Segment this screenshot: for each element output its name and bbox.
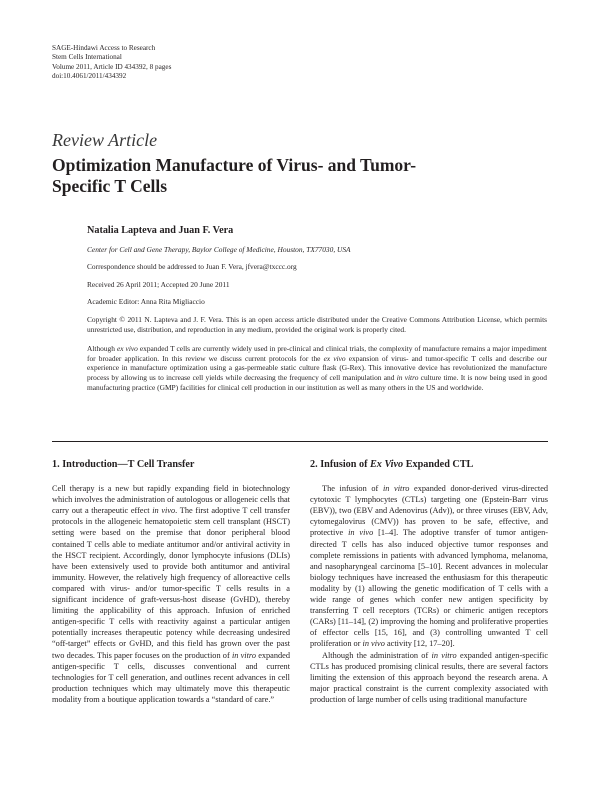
journal-info: [52, 44, 171, 82]
correspondence: Correspondence should be addressed to Juan F. Vera, jfvera@txccc.org: [87, 262, 297, 272]
infusion-text: [1–4]. The adoptive transfer of tumor antigen-directed T cells has also induced objective tumor responses and complete remissions in patients with advanced lymphoma, melanoma, and nasopharyngeal carcinoma [5–10]. Recent advances in molecular biology techniques have increased the enthusiasm for this therapeutic modality by (1) allowing the genetic modification of T cells with a wide range of genes which confer new antigen specificity by transferring T cell receptors (TCRs) or chimeric antigen receptors (CARs) [11–14], (2) improving the homing and proliferative properties of effector cells [15, 16], and (3) controlling unwanted T cell proliferation or: [310, 528, 548, 649]
abstract-italic: in vitro: [396, 372, 419, 382]
copyright-notice: Copyright © 2011 N. Lapteva and J. F. Vera. This is an open access article distributed under the Creative Commons Attribution License, which permits unrestricted use, distribution, and reproduction in any medium, provided the original work is properly cited.: [87, 314, 547, 334]
heading-italic: Ex Vivo: [370, 459, 404, 470]
infusion-paragraph-2: [310, 650, 548, 705]
column-right: [310, 459, 548, 705]
authors: Natalia Lapteva and Juan F. Vera: [87, 225, 234, 236]
infusion-text: expanded antigen-specific CTLs has produced promising clinical results, there are several factors limiting the extension of this approach beyond the research arena. A major practical constraint is the current complexity associated with production of large number of cells using traditional manufacture: [310, 650, 549, 704]
journal-doi: doi:10.4061/2011/434392: [52, 72, 127, 81]
intro-italic: in vitro: [231, 650, 256, 660]
abstract-text: expanded T cells are currently widely used in pre-clinical and clinical trials, the complexity of manufacture remains a major impediment for broader application. In this review we discuss current protocols for the: [87, 344, 547, 363]
infusion-text: activity [12, 17–20].: [384, 639, 455, 649]
received-accepted-dates: Received 26 April 2011; Accepted 20 June 2011: [87, 279, 230, 289]
front-matter: [87, 226, 547, 392]
infusion-italic: in vivo: [362, 639, 385, 649]
abstract-italic: ex vivo: [323, 353, 346, 363]
heading-text: Expanded CTL: [403, 459, 474, 470]
intro-paragraph: [52, 483, 290, 705]
affiliation: Center for Cell and Gene Therapy, Baylor College of Medicine, Houston, TX77030, USA: [87, 244, 351, 254]
intro-text: expanded antigen-specific T cells, discusses conventional and current technologies for T cell generation, and outlines recent advances in cell production techniques which may ultimately move this therapeutic modality from a boutique application towards a “standard of care.”: [52, 650, 290, 704]
intro-text: Cell therapy is a new but rapidly expanding field in biotechnology which involves the administration of autologous or allogeneic cells that carry out a therapeutic effect: [52, 484, 290, 516]
abstract-italic: ex vivo: [116, 344, 138, 354]
abstract-text: culture time. It is now being used in good manufacturing practice (GMP) facilities for clinical cell production in our institution as well as many others in the US and worldwide.: [87, 372, 547, 392]
infusion-italic: in vitro: [431, 650, 457, 660]
abstract: [87, 344, 547, 392]
section-heading-introduction: 1. Introduction—T Cell Transfer: [52, 459, 195, 470]
article-title: Optimization Manufacture of Virus- and Tumor-Specific T Cells: [52, 155, 417, 196]
section-heading-infusion: [310, 459, 548, 470]
infusion-text: The infusion of: [322, 484, 383, 494]
journal-publisher: SAGE-Hindawi Access to Research: [52, 44, 156, 52]
infusion-paragraph-1: [310, 483, 548, 649]
journal-volume: Volume 2011, Article ID 434392, 8 pages: [52, 62, 172, 71]
infusion-italic: in vitro: [382, 484, 410, 494]
infusion-text: Although the administration of: [322, 650, 432, 660]
intro-italic: in vivo: [152, 506, 176, 516]
academic-editor: Academic Editor: Anna Rita Migliaccio: [87, 297, 205, 307]
infusion-text: expanded donor-derived virus-directed cytotoxic T lymphocytes (CTLs) targeting one (Epstein-Barr virus (EBV)), two (EBV and Adenovirus (Adv)), or three viruses (EBV, Adv, cytomegalovirus (CMV)) has proven to be safe, effective, and protective: [310, 484, 549, 538]
abstract-text: Although: [87, 344, 117, 354]
journal-name: Stem Cells International: [52, 53, 122, 62]
intro-text: . The first adoptive T cell transfer protocols in the allogeneic hematopoietic stem cell transplant (HSCT) setting were based on the premise that donor peripheral blood contained T cells able to mediate antitumor and/or antiviral activity in the HSCT recipient. Accordingly, donor lymphocyte infusions (DLIs) have been extensively used to provide both antitumor and antiviral immunity. However, the relatively high frequency of alloreactive cells compared with virus- and/or tumor-specific T cells results in a significant incidence of graft-versus-host disease (GvHD), thereby limiting the applicability of this approach. Infusion of enriched antigen-specific T cells with reactivity against a particular antigen potentially increases therapeutic potency while decreasing undesired “off-target” effects or GvHD, and this field has grown over the past two decades. This paper focuses on the production of: [52, 506, 290, 660]
heading-text: 2. Infusion of: [310, 459, 371, 470]
infusion-italic: in vivo: [348, 528, 374, 538]
column-left: [52, 459, 290, 705]
abstract-text: expansion of virus- and tumor-specific T cells and describe our experience in manufacture optimization using a gas-permeable static culture flask (G-Rex). This innovative device has revolutionized the manufacture process by allowing us to increase cell yields while decreasing the frequency of cell manipulation and: [87, 353, 547, 382]
article-type: Review Article: [52, 130, 158, 150]
section-divider: [52, 441, 548, 442]
